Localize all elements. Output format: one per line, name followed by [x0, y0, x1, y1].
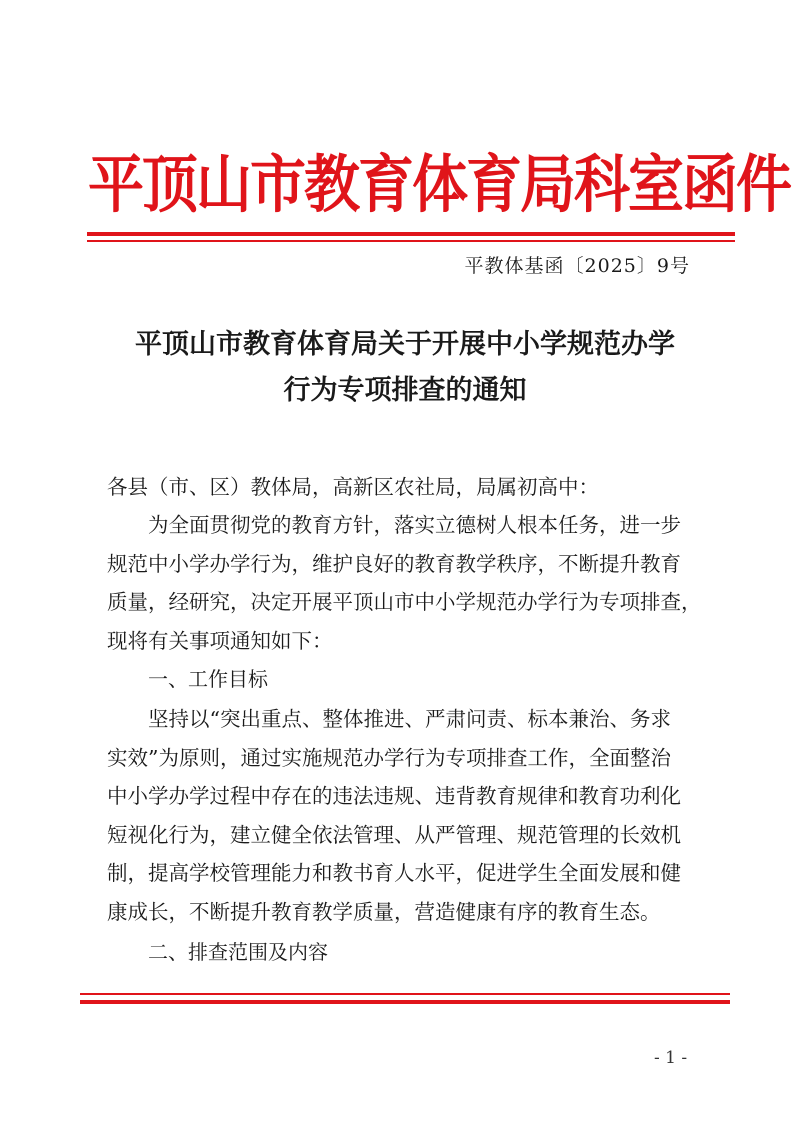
paragraph-line: 中小学办学过程中存在的违法违规、违背教育规律和教育功利化: [107, 784, 681, 808]
document-title-line-1: 平顶山市教育体育局关于开展中小学规范办学: [135, 329, 675, 360]
footer-rule-thin: [80, 993, 730, 995]
page-number: - 1 -: [654, 1048, 688, 1068]
addressee: [107, 468, 710, 507]
paragraph-line: 质量，经研究，决定开展平顶山市中小学规范办学行为专项排查，: [107, 590, 702, 614]
paragraph-line: 现将有关事项通知如下：: [107, 628, 333, 653]
section-1-paragraph: [107, 700, 710, 931]
paragraph-line: 为全面贯彻党的教育方针，落实立德树人根本任务，进一步: [148, 513, 681, 537]
section-heading-2: 二、排查范围及内容: [148, 940, 328, 964]
addressee-line: 各县（市、区）教体局，高新区农社局，局属初高中：: [107, 475, 599, 499]
paragraph-line: 短视化行为，建立健全依法管理、从严管理、规范管理的长效机: [107, 822, 681, 847]
document-number: 平教体基函〔2025〕9号: [464, 255, 690, 277]
header-rule-thick: [87, 232, 735, 236]
paragraph-line: 制，提高学校管理能力和教书育人水平，促进学生全面发展和健: [107, 861, 681, 885]
footer-rule-thick: [80, 1000, 730, 1004]
paragraph-line: 康成长，不断提升教育教学质量，营造健康有序的教育生态。: [107, 899, 661, 924]
paragraph-line: 坚持以“突出重点、整体推进、严肃问责、标本兼治、务求: [148, 707, 671, 731]
paragraph-line: 规范中小学办学行为，维护良好的教育教学秩序，不断提升教育: [107, 551, 681, 576]
header-rule-thin: [87, 240, 735, 242]
intro-paragraph: [107, 506, 710, 660]
document-title-line-2: 行为专项排查的通知: [283, 375, 527, 406]
masthead: 平顶山市教育体育局科室函件: [88, 147, 790, 222]
paragraph-line: 实效”为原则，通过实施规范办学行为专项排查工作，全面整治: [107, 745, 671, 770]
section-heading-1: 一、工作目标: [148, 667, 268, 691]
